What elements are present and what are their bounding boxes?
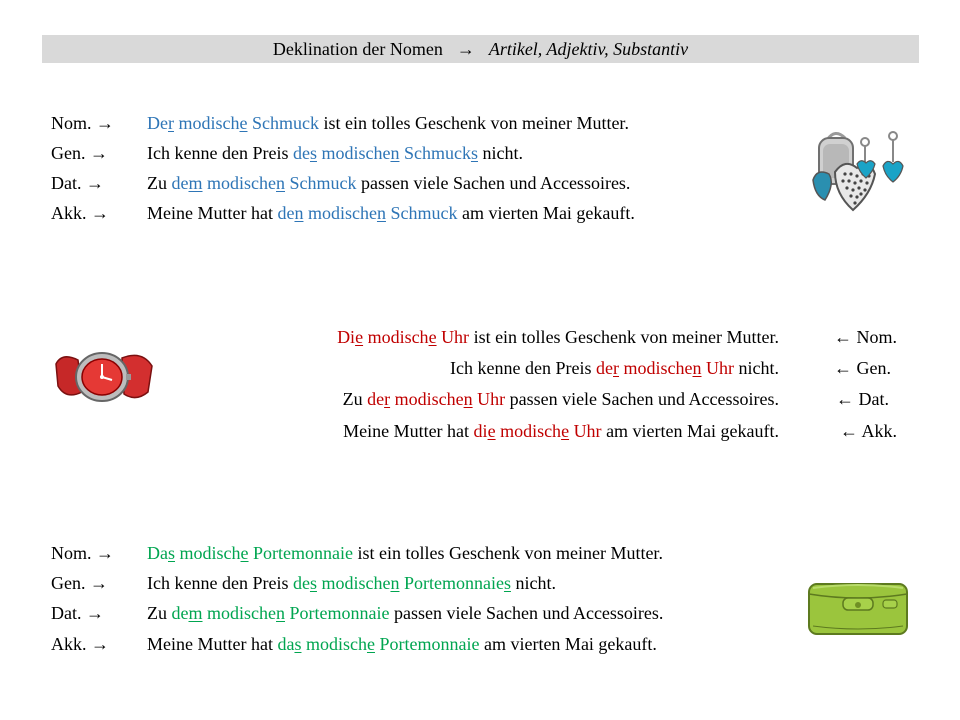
article: des — [292, 143, 317, 163]
adjective: modische — [367, 327, 437, 347]
case-label-akk: ← Akk. — [840, 421, 898, 441]
noun: Portemonnaie — [289, 603, 390, 623]
article: Der — [147, 113, 174, 133]
article: Die — [337, 327, 364, 347]
adjective: modische — [179, 543, 249, 563]
adjective: modische — [178, 113, 248, 133]
noun: Uhr — [477, 389, 506, 409]
sentence-akk: Meine Mutter hat das modische Portemonnaie am vierten Mai gekauft. — [147, 634, 657, 654]
sentence-dat: Zu dem modischen Schmuck passen viele Sachen und Accessoires. — [147, 173, 631, 193]
sentence-nom — [337, 326, 779, 348]
adjective: modischen — [207, 603, 286, 623]
case-label-gen: ← Gen. — [834, 358, 891, 378]
case-label-akk: Akk. → — [51, 634, 109, 654]
title-arrow: → — [456, 39, 475, 59]
case-label-nom: ← Nom. — [834, 327, 897, 347]
red-watch-image — [52, 342, 156, 412]
noun: Uhr — [573, 421, 602, 441]
sentence-rest: nicht. — [477, 143, 523, 163]
case-label-nom: Nom. → — [51, 543, 114, 563]
noun: Uhr — [441, 327, 470, 347]
noun: Schmuck — [252, 113, 319, 133]
sentence-akk: Meine Mutter hat die modische Uhr am vierten Mai gekauft. — [343, 421, 779, 441]
adjective: modischen — [307, 203, 386, 223]
article: des — [292, 573, 317, 593]
sentence-rest: ist ein tolles Geschenk von meiner Mutter. — [319, 113, 629, 133]
sentence-rest: passen viele Sachen und Accessoires. — [505, 389, 779, 409]
article: den — [277, 203, 304, 223]
title-subtitle: Artikel, Adjektiv, Substantiv — [488, 39, 689, 59]
sentence-rest: ist ein tolles Geschenk von meiner Mutter. — [469, 327, 779, 347]
case-label-nom: Nom. → — [51, 113, 114, 133]
article: dem — [171, 173, 203, 193]
adjective: modischen — [394, 389, 473, 409]
case-label-akk: Akk. → — [51, 203, 109, 223]
noun: Uhr — [706, 358, 734, 378]
noun: Portemonnaie — [379, 634, 480, 654]
case-label-gen: Gen. → — [51, 573, 108, 593]
sentence-akk: Meine Mutter hat den modischen Schmuck am vierten Mai gekauft. — [147, 203, 635, 223]
sentence-rest: ist ein tolles Geschenk von meiner Mutter. — [353, 543, 663, 563]
article: Das — [147, 543, 176, 563]
adjective: modische — [305, 634, 375, 654]
sentence-rest: am vierten Mai gekauft. — [479, 634, 657, 654]
sentence-nom — [147, 542, 663, 564]
noun: Portemonnaie — [253, 543, 353, 563]
page-title-bar — [42, 35, 919, 63]
adjective: modischen — [321, 143, 400, 163]
sentence-rest: passen viele Sachen und Accessoires. — [389, 603, 664, 623]
sentence-dat: Zu der modischen Uhr passen viele Sachen und Accessoires. — [342, 389, 779, 409]
sentence-nom — [147, 112, 629, 134]
noun: Schmuck — [289, 173, 357, 193]
case-label-dat: Dat. → — [51, 603, 104, 623]
title-main: Deklination der Nomen — [272, 39, 443, 59]
article: der — [596, 358, 619, 378]
jewelry-charm-image — [805, 128, 915, 218]
sentence-gen: Ich kenne den Preis des modischen Portemonnaies nicht. — [147, 573, 556, 593]
adjective: modischen — [623, 358, 702, 378]
article: die — [473, 421, 496, 441]
sentence-gen: Ich kenne den Preis des modischen Schmucks nicht. — [147, 143, 523, 163]
sentence-gen: Ich kenne den Preis der modischen Uhr nicht. — [450, 358, 779, 378]
sentence-dat: Zu dem modischen Portemonnaie passen viele Sachen und Accessoires. — [147, 603, 664, 623]
sentence-rest: nicht. — [510, 573, 556, 593]
sentence-rest: am vierten Mai gekauft. — [601, 421, 779, 441]
green-wallet-image — [803, 578, 913, 638]
noun: Schmuck — [390, 203, 458, 223]
noun: Portemonnaies — [403, 573, 511, 593]
case-label-dat: ← Dat. — [836, 389, 889, 409]
article: das — [277, 634, 302, 654]
adjective: modischen — [321, 573, 400, 593]
article: der — [367, 389, 391, 409]
adjective: modische — [500, 421, 570, 441]
case-label-gen: Gen. → — [51, 143, 108, 163]
noun: Schmucks — [403, 143, 478, 163]
article: dem — [171, 603, 203, 623]
sentence-rest: nicht. — [734, 358, 779, 378]
sentence-rest: passen viele Sachen und Accessoires. — [356, 173, 631, 193]
adjective: modischen — [207, 173, 286, 193]
case-label-dat: Dat. → — [51, 173, 104, 193]
sentence-rest: am vierten Mai gekauft. — [457, 203, 635, 223]
